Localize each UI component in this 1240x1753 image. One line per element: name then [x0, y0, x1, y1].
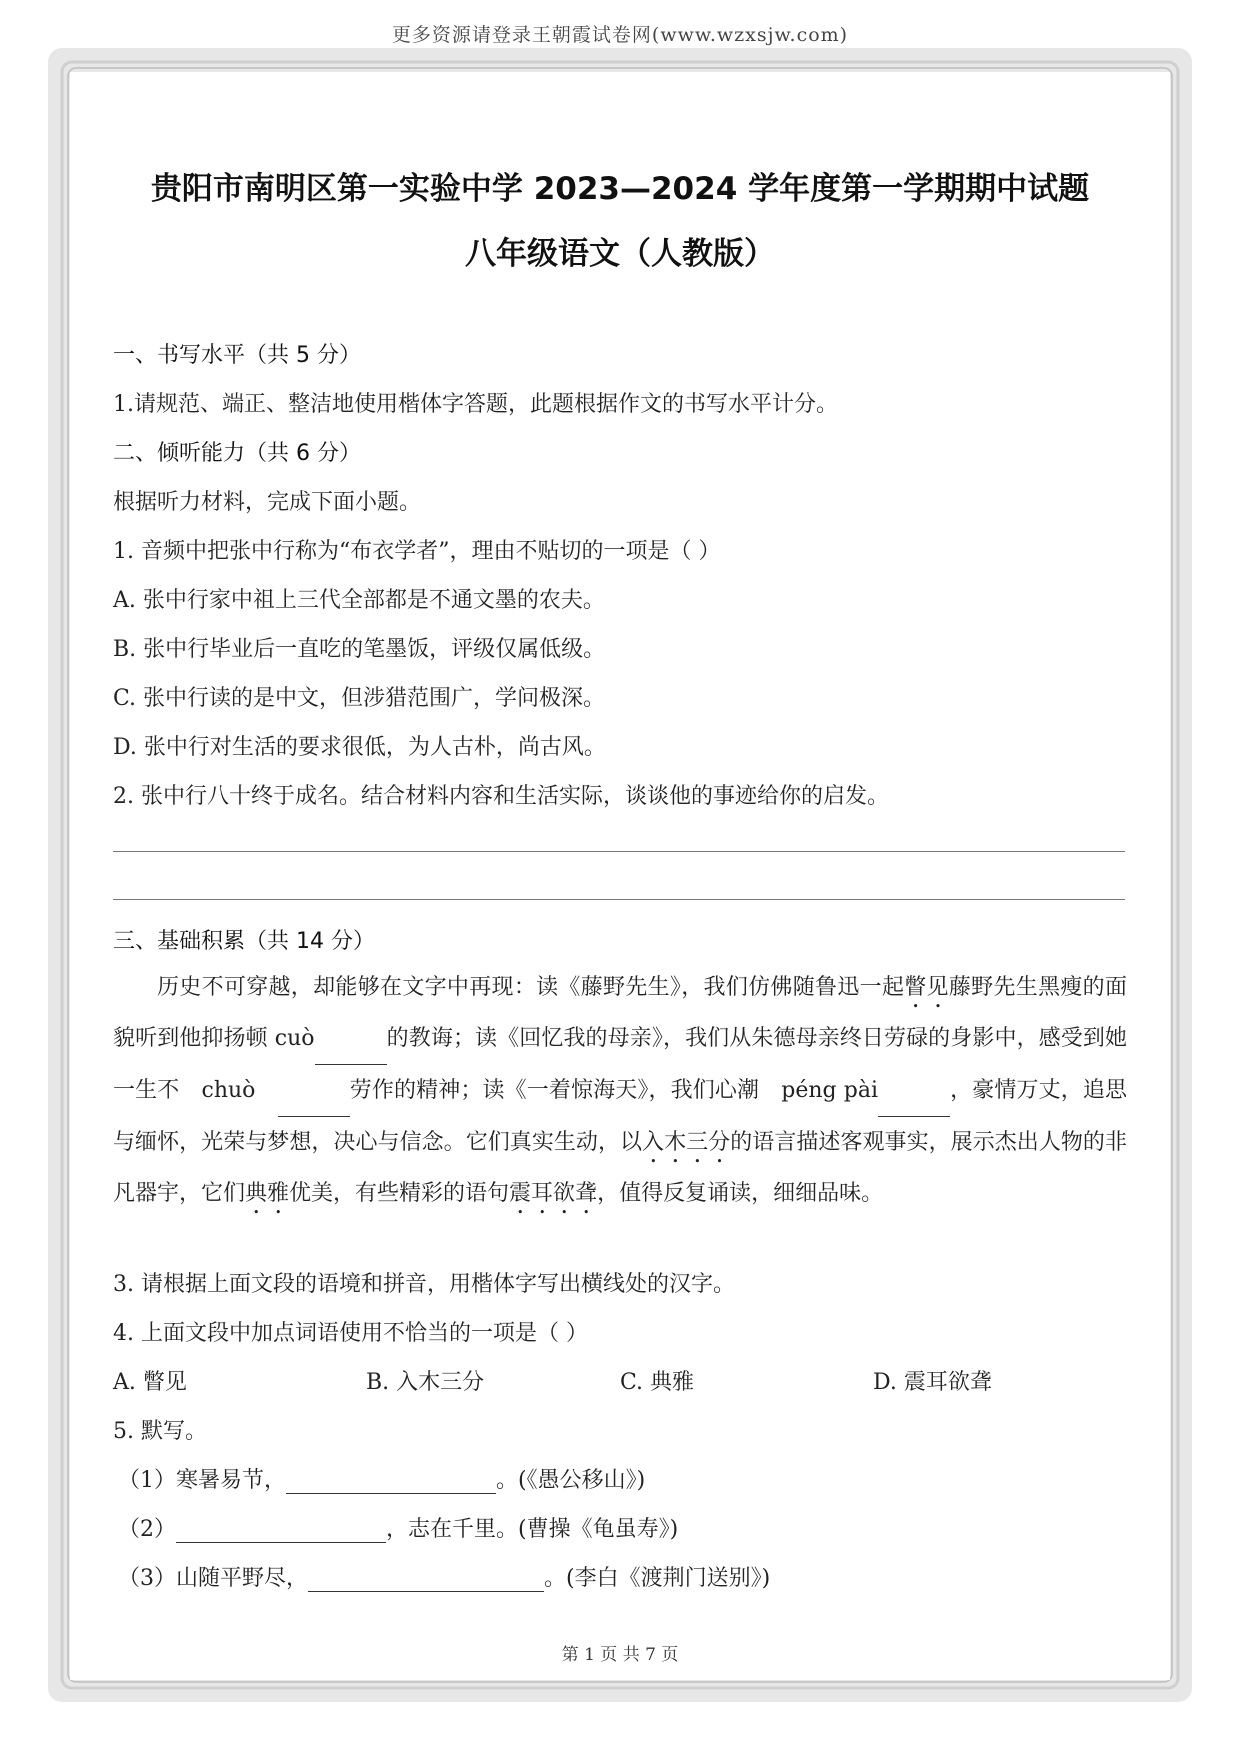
paper-area: [70, 72, 1170, 1680]
q4-option-d: D. 震耳欲聋: [873, 1370, 992, 1395]
passage-text: 的语言描述客观事实，展示杰出人物的非凡器宇，它们: [113, 1130, 1127, 1206]
fill-blank-1[interactable]: [315, 1013, 387, 1065]
fill-blank-3[interactable]: [878, 1065, 950, 1117]
section2-question2: 2. 张中行八十终于成名。结合材料内容和生活实际，谈谈他的事迹给你的启发。: [113, 784, 889, 809]
question5: 5. 默写。: [113, 1419, 207, 1444]
passage-text: 劳作的精神；读《一着惊海天》，我们心潮 péng pài: [349, 1078, 878, 1103]
passage-text: 的教诲；读《回忆我的母亲》，我们从朱德母亲终日劳碌的身影中，感受到她一生不 chuò: [113, 1026, 1127, 1103]
dictation-prefix: （2）: [118, 1517, 176, 1542]
dictation-source: ，志在千里。(曹操《龟虽寿》): [386, 1517, 679, 1542]
exam-subtitle: 八年级语文（人教版）: [465, 236, 775, 272]
dotted-word-2: 入木三分: [642, 1130, 731, 1155]
page-number: 第 1 页 共 7 页: [561, 1645, 679, 1665]
passage-text: ，豪情万丈，追思与缅怀，光荣与梦想，决心与信念。它们真实生动，以: [113, 1078, 1127, 1155]
section2-question1: 1. 音频中把张中行称为“布衣学者”，理由不贴切的一项是（ ）: [113, 539, 721, 564]
question4: 4. 上面文段中加点词语使用不恰当的一项是（ ）: [113, 1321, 588, 1346]
section1-heading: 一、书写水平（共 5 分）: [113, 343, 361, 368]
section3-heading: 三、基础积累（共 14 分）: [113, 929, 375, 954]
passage-text: ，值得反复诵读，细细品味。: [597, 1181, 884, 1206]
exam-title: 贵阳市南明区第一实验中学 2023—2024 学年度第一学期期中试题: [150, 171, 1090, 207]
option-d: D. 张中行对生活的要求很低，为人古朴，尚古风。: [113, 735, 606, 760]
watermark: 更多资源请登录王朝霞试卷网(www.wzxsjw.com): [391, 24, 849, 46]
dictation-prefix: （3）山随平野尽，: [118, 1566, 308, 1591]
dotted-word-4: 震耳欲聋: [509, 1181, 598, 1206]
q4-option-a: A. 瞥见: [113, 1370, 187, 1395]
passage-text: 藤野先生黑瘦的面貌听到他抑扬顿 cuò: [113, 975, 1127, 1051]
dictation-item-1: [118, 1463, 645, 1494]
passage-text: 优美，有些精彩的语句: [289, 1181, 510, 1206]
dotted-word-1: 瞥见: [904, 975, 949, 1000]
dotted-word-3: 典雅: [245, 1181, 290, 1206]
dictation-blank-3[interactable]: [308, 1566, 544, 1592]
question3: 3. 请根据上面文段的语境和拼音，用楷体字写出横线处的汉字。: [113, 1272, 735, 1297]
dictation-blank-1[interactable]: [286, 1468, 496, 1494]
q4-option-c: C. 典雅: [620, 1370, 695, 1395]
dictation-source: 。(《愚公移山》): [496, 1468, 646, 1493]
answer-line-2[interactable]: [113, 899, 1125, 900]
dictation-prefix: （1）寒暑易节，: [118, 1468, 286, 1493]
option-a: A. 张中行家中祖上三代全部都是不通文墨的农夫。: [113, 588, 605, 613]
fill-blank-2[interactable]: [278, 1065, 350, 1117]
section1-question1: 1.请规范、端正、整洁地使用楷体字答题，此题根据作文的书写水平计分。: [113, 392, 838, 417]
dictation-blank-2[interactable]: [176, 1517, 386, 1543]
section2-intro: 根据听力材料，完成下面小题。: [113, 490, 422, 515]
section2-heading: 二、倾听能力（共 6 分）: [113, 441, 361, 466]
passage-text: 历史不可穿越，却能够在文字中再现：读《藤野先生》，我们仿佛随鲁迅一起: [157, 975, 905, 1000]
dictation-item-2: [118, 1512, 678, 1543]
reading-passage: [113, 962, 1127, 1219]
option-c: C. 张中行读的是中文，但涉猎范围广，学问极深。: [113, 686, 606, 711]
option-b: B. 张中行毕业后一直吃的笔墨饭，评级仅属低级。: [113, 637, 606, 662]
dictation-source: 。(李白《渡荆门送别》): [544, 1566, 771, 1591]
answer-line-1[interactable]: [113, 851, 1125, 852]
q4-option-b: B. 入木三分: [366, 1370, 485, 1395]
dictation-item-3: [118, 1561, 770, 1592]
